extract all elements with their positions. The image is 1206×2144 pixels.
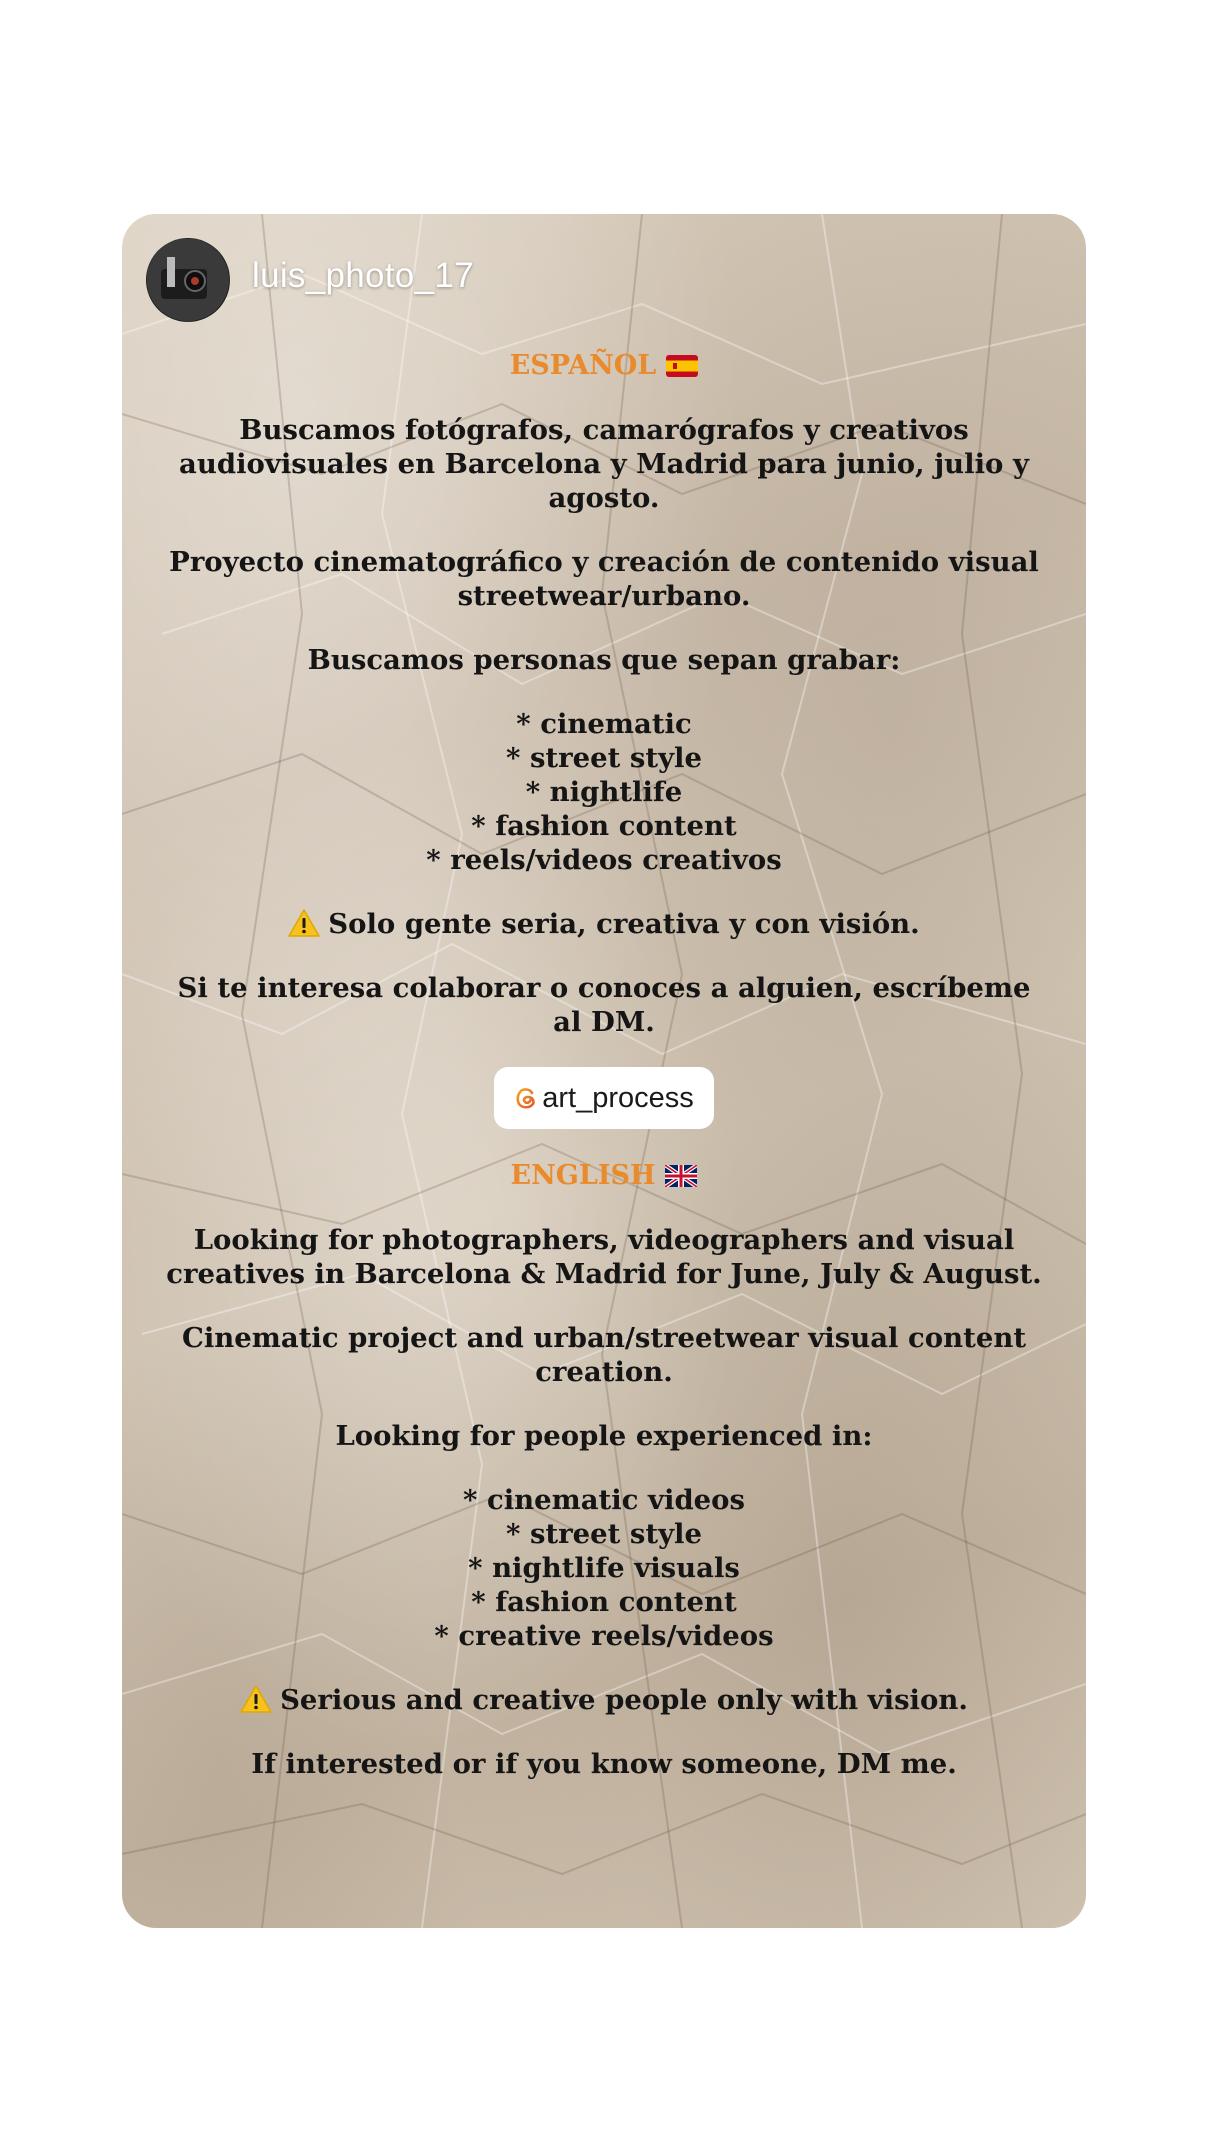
mention-sticker[interactable]: art_process [494, 1067, 714, 1129]
spain-flag-icon [666, 355, 698, 377]
spanish-intro: Buscamos fotógrafos, camarógrafos y creativos audiovisuales en Barcelona y Madrid para junio, julio y agosto. [179, 414, 1029, 514]
warning-icon [240, 1685, 272, 1713]
list-item: * street style [505, 1518, 702, 1550]
uk-flag-icon [665, 1165, 697, 1187]
username[interactable]: luis_photo_17 [252, 256, 474, 295]
english-warning: Serious and creative people only with vision. [162, 1683, 1046, 1717]
list-item: * creative reels/videos [434, 1620, 774, 1652]
list-item: * reels/videos creativos [426, 844, 782, 876]
english-section-title: ENGLISH [162, 1159, 1046, 1193]
avatar[interactable] [146, 238, 230, 322]
english-skill-list [162, 1483, 1046, 1653]
story-card [122, 214, 1086, 1928]
spanish-skill-list [162, 707, 1046, 877]
list-item: * nightlife visuals [468, 1552, 740, 1584]
spanish-project: Proyecto cinematográfico y creación de contenido visual streetwear/urbano. [169, 546, 1039, 612]
list-item: * fashion content [471, 810, 737, 842]
story-text-content [162, 349, 1046, 1811]
spanish-section-title: ESPAÑOL [162, 349, 1046, 383]
camera-photo-icon [147, 239, 229, 321]
spanish-contact: Si te interesa colaborar o conoces a alguien, escríbeme al DM. [177, 972, 1031, 1038]
list-item: * nightlife [525, 776, 683, 808]
list-item: * cinematic [516, 708, 692, 740]
spanish-warning: Solo gente seria, creativa y con visión. [162, 907, 1046, 941]
english-contact: If interested or if you know someone, DM me. [251, 1748, 957, 1780]
list-item: * cinematic videos [463, 1484, 745, 1516]
english-intro: Looking for photographers, videographers and visual creatives in Barcelona & Madrid for June, July & August. [166, 1224, 1042, 1290]
english-project: Cinematic project and urban/streetwear visual content creation. [181, 1322, 1027, 1388]
english-looking: Looking for people experienced in: [335, 1420, 873, 1452]
mention-sticker-wrap [162, 1067, 1046, 1129]
threads-icon [514, 1085, 538, 1111]
spanish-looking: Buscamos personas que sepan grabar: [307, 644, 901, 676]
list-item: * street style [505, 742, 702, 774]
list-item: * fashion content [471, 1586, 737, 1618]
warning-icon [288, 909, 320, 937]
